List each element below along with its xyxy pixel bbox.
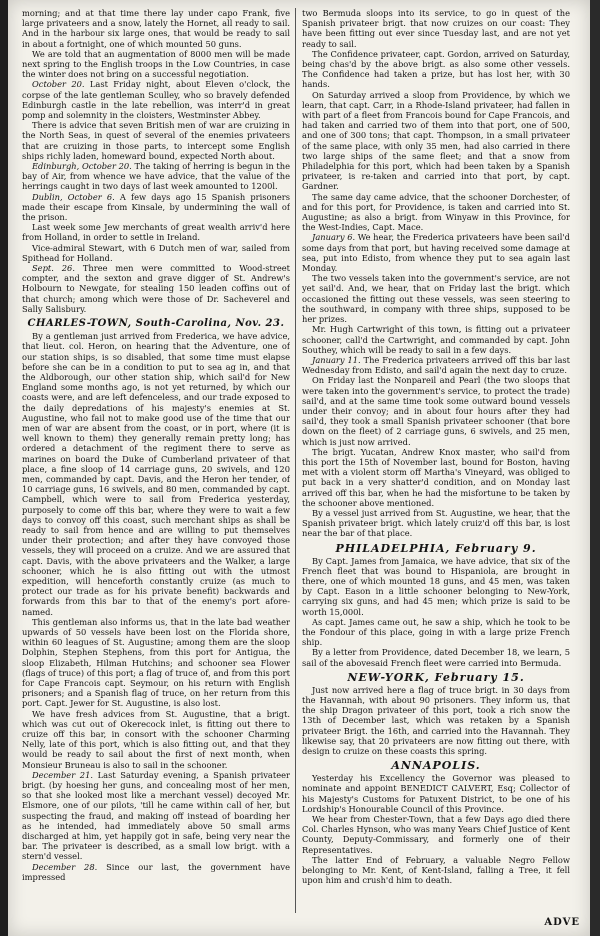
paragraph-text: A few days ago 15 Spanish prisoners made their escape from Kinsale, by undermining the wall of the prison. bbox=[22, 191, 290, 223]
paragraph bbox=[22, 770, 290, 862]
paragraph: morning; and at that time there lay under capo Frank, five large privateers and a snow, lately the Hornet, all ready to sail. And in the harbour six large ones, that would be ready to sail in about a fortnight, one of which mounted 50 guns. bbox=[22, 8, 290, 49]
catchword-footer: ADVE bbox=[544, 917, 580, 928]
dateline: January 6. bbox=[312, 232, 356, 243]
paragraph: By a letter from Providence, dated December 18, we learn, 5 sail of the abovesaid French fleet were carried into Bermuda. bbox=[302, 647, 570, 668]
paragraph-text: The taking of herring is begun in the bay of Air, from whence we have advice, that the value of the herrings caught in two days of last week amounted to 1200l. bbox=[22, 161, 290, 192]
paragraph: This gentleman also informs us, that in the late bad weather upwards of 50 vessels have been lost on the Florida shore, within 60 leagues of St. Augustine; among them are the sloop Dolphin, Stephen Stephens, from this port for Antigua, the sloop Elizabeth, Hilman Hutchins; and schooner sea Flower (flags of truce) of this port; a flag of truce of, and from this port for Cape Francois capt. Seymour, on his return with English prisoners; and a Spanish flag of truce, on her return from this port. Capt. Jewer for St. Augustine, is also lost. bbox=[22, 616, 290, 709]
dateline: Edinburgh, October 20. bbox=[32, 161, 132, 172]
paragraph: We are told that an augmentation of 8000 men will be made next spring to the English troops in the Low Countries, in case the winter does not bring on a successful negotiation. bbox=[22, 48, 290, 80]
dateline: October 20. bbox=[32, 79, 85, 90]
newspaper-page bbox=[8, 0, 590, 936]
paragraph bbox=[22, 192, 290, 223]
paragraph: By a gentleman just arrived from Frederica, we have advice, that lieut. col. Heron, on hearing that the Adventure, one of our station ships, is so disabled, that some time must elapse before she can be in a condition to put to sea ag in, and that the Aldborough, our other station ship, which sail'd for New England some months ago, is not yet returned, by which our coasts were, and are left defenceless, and our trade exposed to the daily depredations of his majesty's enemies at St. Augustine, who fail not to make good use of the time that our men of war are absent from the coast, or in port, where (it is well known to them) they generally remain pretty long; has ordered a detachment of the regiment there to serve as marines on board the Duke of Cumberland privateer of that place, a fine sloop of 14 carriage guns, 20 swivels, and 120 men, commanded by capt. Davis, and the Heron her tender, of 10 carriage guns, 16 swivels, and 80 men, commanded by capt. Campbell, which were to sail from Frederica yesterday, purposely to come off this bar, where they were to wait a few days to convoy off this coast, such merchant ships as shall be ready to sail from hence and are willing to put themselves under their protection; and after they have convoyed those vessels, they will proceed on a cruize. And we are assured that capt. Davis, with the above privateers and the Walker, a large schooner, which he is also fitting out with the utmost expedition, will henceforth constantly cruize (as much to protect our trade as for his private benefit) backwards and forwards from this bar to that of the enemy's port afore-named. bbox=[22, 331, 290, 617]
paragraph: By a vessel just arrived from St. Augustine, we hear, that the Spanish privateer brigt. which lately cruiz'd off this bar, is lost near the bar of that place. bbox=[302, 507, 570, 539]
paragraph: Vice-admiral Stewart, with 6 Dutch men of war, sailed from Spithead for Holland. bbox=[22, 242, 290, 263]
paragraph-text: Since our last, the government have impressed bbox=[22, 861, 290, 882]
paragraph: Mr. Hugh Cartwright of this town, is fitting out a privateer schooner, call'd the Cartwright, and commanded by capt. John Southey, which will be ready to sail in a few days. bbox=[302, 324, 570, 355]
paragraph: By Capt. James from Jamaica, we have advice, that six of the French fleet that was bound to Hispaniola, are brought in there, one of which mounted 18 guns, and 45 men, was taken by Capt. Eason in a little schooner belonging to New-York, carrying six guns, and had 45 men; which prize is said to be worth 15,000l. bbox=[302, 555, 570, 617]
section-heading-annapolis: ANNAPOLIS. bbox=[391, 759, 481, 773]
scan-edge bbox=[590, 0, 600, 936]
paragraph: The two vessels taken into the government's service, are not yet sail'd. And, we hear, that on Friday last the brigt. which occasioned the fitting out these vessels, was seen steering to the southward, in company with three ships, supposed to be her prizes. bbox=[302, 273, 570, 325]
paragraph bbox=[22, 161, 290, 192]
column-rule bbox=[295, 8, 296, 913]
paragraph bbox=[22, 862, 290, 882]
paragraph: two Bermuda sloops into its service, to go in quest of the Spanish privateer brigt. that now cruizes on our coast: They have been fitting out ever since Tuesday last, and are not yet ready to sail. bbox=[302, 8, 570, 49]
paragraph: The latter End of February, a valuable Negro Fellow belonging to Mr. Kent, of Kent-Island, falling a Tree, it fell upon him and crush'd him to death. bbox=[302, 854, 570, 886]
dateline: Sept. 26. bbox=[32, 263, 75, 274]
paragraph-text: Three men were committed to Wood-street compter, and the sexton and grave digger of St. Andrew's Holbourn to Newgate, for stealing 150 leaden coffins out of that church; among which were those of Dr. Sacheverel and Sally Salisbury. bbox=[22, 263, 290, 314]
dateline: December 28. bbox=[32, 861, 98, 872]
paragraph: The brigt. Yucatan, Andrew Knox master, who sail'd from this port the 15th of November last, bound for Boston, having met with a violent storm off Martha's Vineyard, was obliged to put back in a very shatter'd condition, and on Monday last arrived off this bar, when he had the misfortune to be taken by the schooner above mentioned. bbox=[302, 446, 570, 508]
paragraph bbox=[302, 355, 570, 375]
paragraph: The Confidence privateer, capt. Gordon, arrived on Saturday, being chas'd by the above brigt. as also some other vessels. The Confidence had taken a prize, but has lost her, with 30 hands. bbox=[302, 48, 570, 90]
paragraph bbox=[302, 232, 570, 273]
paragraph bbox=[22, 263, 290, 314]
paragraph: There is advice that seven British men of war are cruizing in the North Seas, in quest of several of the enemies privateers that are cruizing in those parts, to intercept some English ships richly laden, homeward bound, expected North about. bbox=[22, 120, 290, 161]
paragraph-text: We hear, the Frederica privateers have been sail'd some days from that port, but having received some damage at sea, put into Edisto, from whence they put to sea again last Monday. bbox=[302, 232, 570, 274]
paragraph: We have fresh advices from St. Augustine, that a brigt. which was cut out of Okerecock inlet, is fitting out there to cruize off this bar, in consort with the schooner Charming Nelly, late of this port, which is also fitting out, and that they would be ready to sail about the first of next month, when Monsieur Bruneau is also to sail in the schooner. bbox=[22, 708, 290, 770]
paragraph: The same day came advice, that the schooner Dorchester, of and for this port, for Providence, is taken and carried into St. Augustine; as also a brigt. from Winyaw in this Province, for the West-Indies, Capt. Mace. bbox=[302, 191, 570, 233]
left-column bbox=[22, 8, 290, 924]
paragraph bbox=[22, 79, 290, 120]
paragraph: On Friday last the Nonpareil and Pearl (the two sloops that were taken into the government's service, to protect the trade) sail'd, and at the same time took some outward bound vessels under their convoy; and in about four hours after they had sail'd, they took a small Spanish privateer schooner (that bore down on the fleet) of 2 carriage guns, 6 swivels, and 25 men, which is just now arrived. bbox=[302, 375, 570, 447]
paragraph: Last week some Jew merchants of great wealth arriv'd here from Holland, in order to settle in Ireland. bbox=[22, 222, 290, 243]
dateline: December 21. bbox=[32, 769, 93, 780]
section-heading-charles-town: CHARLES-TOWN, South-Carolina, Nov. 23. bbox=[27, 318, 285, 330]
right-column bbox=[302, 8, 570, 924]
paragraph: Just now arrived here a flag of truce brigt. in 30 days from the Havannah, with about 90 prisoners. They inform us, that the ship Dragon privateer of this port, took a rich snow the 13th of December last, which was retaken by a Spanish privateer Brigt. the 16th, and carried into the Havannah. They likewise say, that 20 privateers are now fitting out there, with design to cruize on these coasts this spring. bbox=[302, 684, 570, 757]
paragraph: Yesterday his Excellency the Governor was pleased to nominate and appoint BENEDICT CALVERT, Esq; Collector of his Majesty's Customs for Patuxent District, to be one of his Lordship's Honourable Council of this Province. bbox=[302, 773, 570, 814]
section-heading-new-york: NEW-YORK, February 15. bbox=[347, 670, 525, 684]
paragraph-text: The Frederica privateers arrived off this bar last Wednesday from Edisto, and sail'd again the next day to cruze. bbox=[302, 354, 570, 376]
paragraph: On Saturday arrived a sloop from Providence, by which we learn, that capt. Carr, in a Rhode-Island privateer, had fallen in with part of a fleet from Francois bound for Cape Francois, and had taken and carried two of them into that port, one of 500, and one of 300 tons; that capt. Thompson, in a small privateer of the same place, with only 35 men, had also carried in there two large ships of the same fleet; and that a snow from Philadelphia for this port, which had been taken by a Spanish privateer, is re-taken and carried into that port, by capt. Gardner. bbox=[302, 89, 570, 192]
section-heading-philadelphia: PHILADELPHIA, February 9. bbox=[335, 541, 537, 555]
dateline: Dublin, October 6. bbox=[32, 191, 115, 202]
paragraph: As capt. James came out, he saw a ship, which he took to be the Fondour of this place, going in with a large prize French ship. bbox=[302, 616, 570, 648]
paragraph-text: Last Saturday evening, a Spanish privateer brigt. (by hoesing her guns, and concealing most of her men, so that she looked most like a merchant vessel) decoyed Mr. Elsmore, one of our pilots, 'till he came within call of her, but suspecting the fraud, and making off instead of boarding her as he intended, had immediately above 50 small arms discharged at him, yet happily got in safe, being very near the bar. The privateer is described, as a small low brigt. with a stern'd vessel. bbox=[22, 769, 290, 862]
paragraph: We hear from Chester-Town, that a few Days ago died there Col. Charles Hynson, who was many Years Chief Justice of Kent County, Deputy-Commissary, and formerly one of their Representatives. bbox=[302, 814, 570, 855]
paragraph-text: Last Friday night, about Eleven o'clock, the corpse of the late gentleman Sculley, who so bravely defended Edinburgh castle in the late rebellion, was interr'd in great pomp and solemnity in the cloisters, Westminster Abbey. bbox=[22, 79, 290, 121]
dateline: January 11. bbox=[312, 354, 361, 365]
